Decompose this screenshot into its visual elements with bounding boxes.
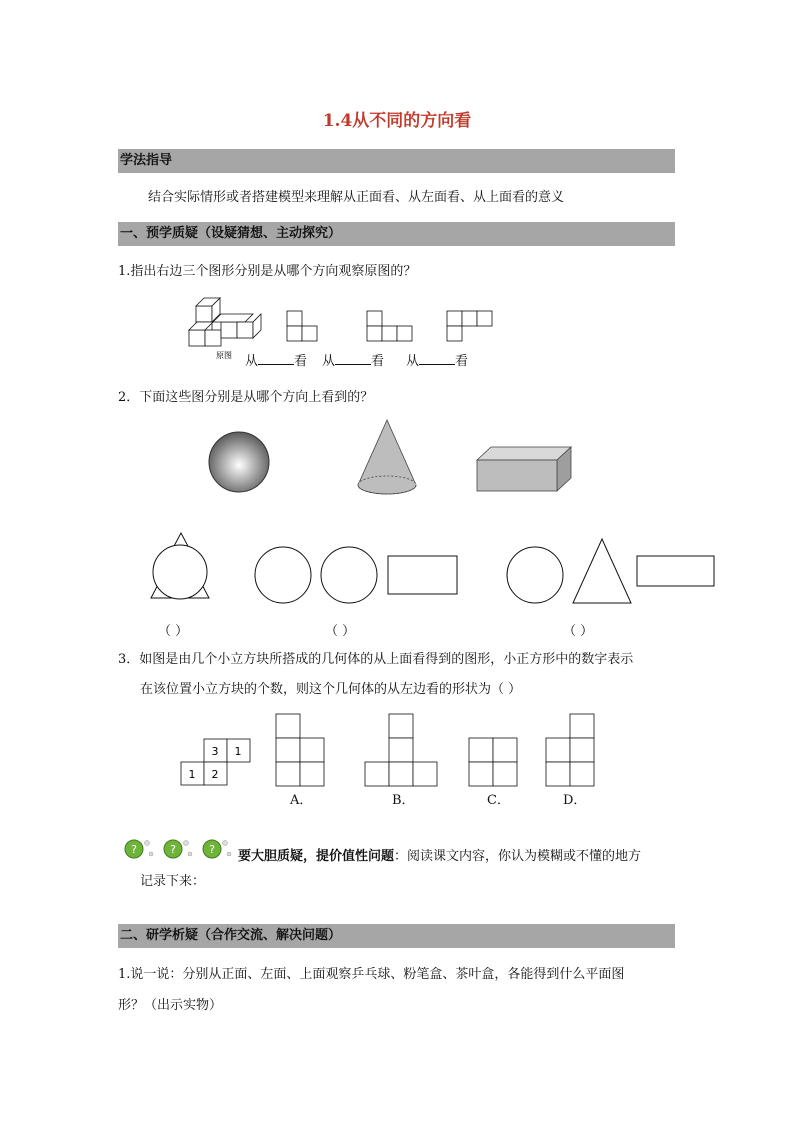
q1-text: 1.指出右边三个图形分别是从哪个方向观察原图的？ xyxy=(118,264,417,279)
q1-answer-3: 从 看 xyxy=(406,354,469,369)
s2-q1-line-2: 形？（出示实物） xyxy=(118,998,223,1013)
option-c-label: C． xyxy=(487,793,510,808)
section-heading-method: 学法指导 xyxy=(118,149,675,173)
method-text: 结合实际情形或者搭建模型来理解从正面看、从左面看、从上面看的意义 xyxy=(148,190,565,205)
question-bubble-icon xyxy=(125,840,153,858)
original-label: 原图 xyxy=(216,351,232,360)
section-heading-study: 二、研学析疑（合作交流、解决问题） xyxy=(118,924,675,948)
svg-text:?: ? xyxy=(209,843,215,856)
doubt-rest: ：阅读课文内容，你认为模糊或不懂的地方 xyxy=(394,849,642,864)
question-bubble-icon xyxy=(164,840,192,858)
q1-answer-1: 从 看 xyxy=(245,354,308,369)
doubt-line-2: 记录下来： xyxy=(140,874,206,889)
doubt-line-1 xyxy=(238,847,641,867)
question-bubble-icon xyxy=(203,840,231,858)
svg-text:?: ? xyxy=(131,843,137,856)
option-d-label: D． xyxy=(563,793,587,808)
section-heading-preview: 一、预学质疑（设疑猜想、主动探究） xyxy=(118,222,675,246)
option-b-label: B． xyxy=(392,793,415,808)
q2-blank-1: （ ） xyxy=(158,624,189,639)
q2-blank-3: （ ） xyxy=(563,624,594,639)
q1-answer-2: 从 看 xyxy=(322,354,385,369)
svg-text:1: 1 xyxy=(188,768,196,781)
page-title: 1.4从不同的方向看 xyxy=(322,111,472,131)
q2-blank-2: （ ） xyxy=(325,624,356,639)
q2-text: 2．下面这些图分别是从哪个方向上看到的？ xyxy=(118,390,374,405)
doubt-bold: 要大胆质疑，提价值性问题 xyxy=(238,849,395,864)
svg-text:?: ? xyxy=(170,843,176,856)
q3-line-2: 在该位置小立方块的个数，则这个几何体的从左边看的形状为（ ） xyxy=(140,682,522,697)
q3-line-1: 3．如图是由几个小立方块所搭成的几何体的从上面看得到的图形，小正方形中的数字表示 xyxy=(118,652,634,667)
svg-text:1: 1 xyxy=(234,745,242,758)
svg-text:3: 3 xyxy=(211,745,219,758)
option-a-label: A． xyxy=(290,793,313,808)
svg-text:2: 2 xyxy=(211,768,219,781)
s2-q1-line-1: 1.说一说：分别从正面、左面、上面观察乒乓球、粉笔盒、茶叶盒，各能得到什么平面图 xyxy=(118,967,625,982)
